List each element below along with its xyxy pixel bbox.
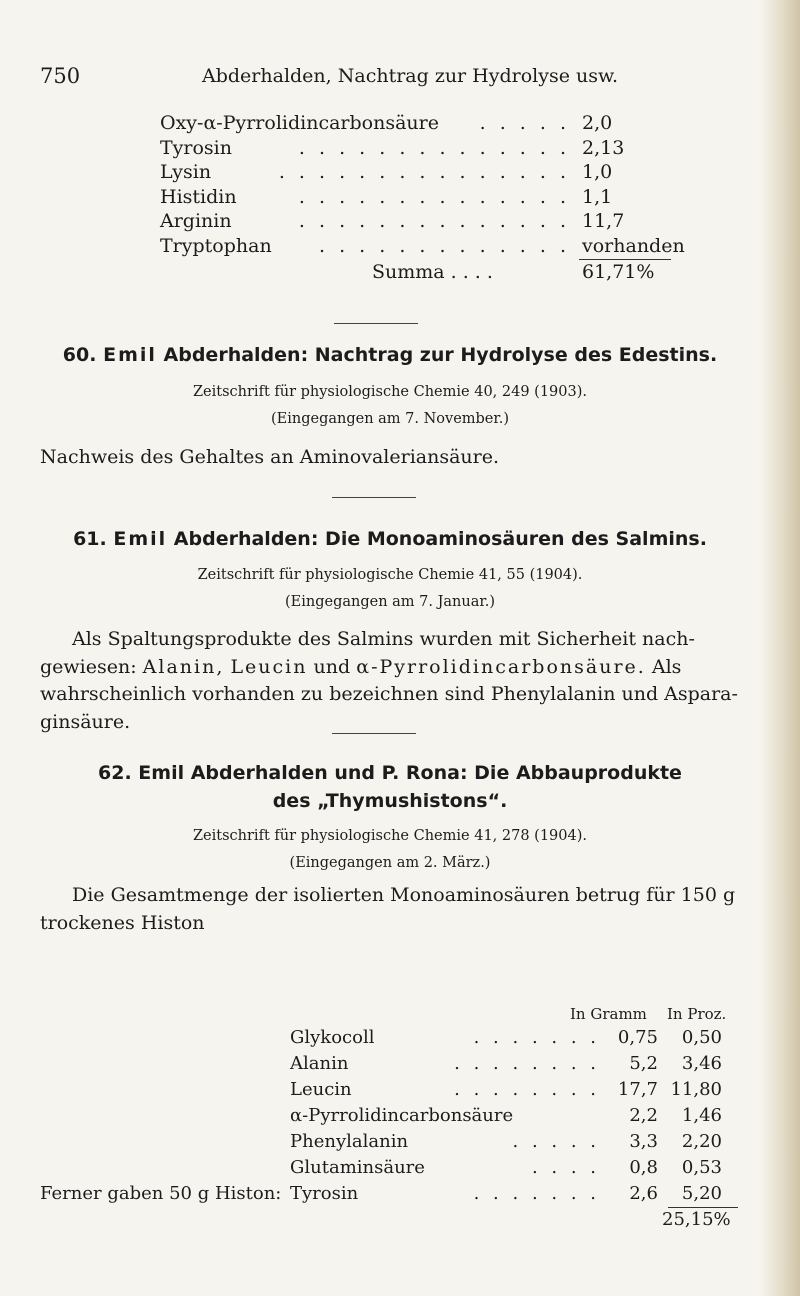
body-text: Als wahrscheinlich vorhanden zu bezeichnen sind Phenylalanin und Aspara-ginsäure.	[40, 655, 738, 733]
cell-name: Glykocoll	[290, 1027, 380, 1048]
list-item	[160, 210, 660, 235]
table-total: 25,15%	[662, 1209, 731, 1230]
section-62-body: Die Gesamtmenge der isolierten Monoaminosäuren betrug für 150 g trockenes Histon	[40, 884, 736, 934]
section-62-title-line2: des „Thymushistons“.	[272, 790, 508, 812]
section-divider	[334, 323, 418, 324]
page-header	[40, 64, 740, 90]
cell-proz: 3,46	[681, 1053, 722, 1074]
leader-dots: . . . . . . . .	[454, 1053, 600, 1074]
item-value: 11,7	[582, 210, 630, 232]
spaced-term: Alanin,	[142, 655, 225, 678]
running-title: Abderhalden, Nachtrag zur Hydrolyse usw.	[202, 65, 619, 87]
author-first-name: Emil	[103, 344, 157, 366]
cell-name: α-Pyrrolidincarbonsäure	[290, 1105, 519, 1126]
amino-acid-summary-list	[160, 112, 685, 284]
cell-proz: 11,80	[670, 1079, 722, 1100]
leader-dots: . . . . . . . . . . . . . . .	[278, 161, 570, 183]
item-label: Tyrosin	[160, 137, 238, 159]
leader-dots: . . . . . . .	[473, 1027, 600, 1048]
table-row	[40, 1131, 760, 1153]
table-row	[40, 1183, 760, 1205]
leader-dots: . . . . . . . .	[454, 1079, 600, 1100]
section-60-title	[40, 344, 740, 366]
item-label: Arginin	[160, 210, 238, 232]
cell-name: Phenylalanin	[290, 1131, 414, 1152]
author-first-name: Emil	[113, 528, 168, 550]
cell-proz: 0,50	[681, 1027, 722, 1048]
leader-dots: . . . . .	[479, 112, 570, 134]
section-number: 60.	[62, 344, 97, 366]
item-value: 1,1	[582, 186, 618, 208]
list-item	[160, 186, 660, 211]
item-label: Oxy-α-Pyrrolidincarbonsäure	[160, 112, 445, 134]
section-61-body	[40, 626, 740, 736]
title-text: Abderhalden: Nachtrag zur Hydrolyse des Edestins.	[163, 344, 718, 366]
cell-gramm: 2,2	[629, 1105, 658, 1126]
sum-divider	[579, 259, 671, 260]
column-header-proz: In Proz.	[667, 1005, 727, 1023]
received-date: (Eingegangen am 7. November.)	[270, 411, 509, 427]
sum-row	[160, 259, 660, 284]
section-number: 61.	[73, 528, 107, 550]
leader-dots: . . . . . . . . . . . . . .	[298, 185, 570, 208]
cell-gramm: 0,75	[617, 1027, 658, 1048]
table-row	[40, 1105, 760, 1127]
list-item	[160, 161, 660, 186]
leader-dots: . . . . . . . . . . . . . .	[298, 210, 570, 232]
cell-proz: 5,20	[681, 1183, 722, 1204]
section-divider	[332, 733, 416, 734]
table-row	[40, 1027, 760, 1049]
row-prefix: Ferner gaben 50 g Histon:	[40, 1183, 282, 1204]
spaced-term: α-Pyrrolidincarbonsäure.	[356, 655, 646, 678]
item-value: 2,0	[582, 112, 618, 134]
citation: Zeitschrift für physiologische Chemie 41, 278 (1904).	[192, 828, 587, 844]
table-row	[40, 1079, 760, 1101]
page-number: 750	[40, 64, 81, 88]
item-label: Histidin	[160, 186, 243, 208]
page-edge-shadow	[760, 0, 800, 1296]
item-value: 1,0	[582, 161, 618, 183]
received-date: (Eingegangen am 2. März.)	[289, 855, 491, 871]
cell-proz: 1,46	[681, 1105, 722, 1126]
leader-dots: . . . . . . . . . . . . . .	[298, 136, 570, 159]
leader-dots: . . . . . . .	[473, 1183, 600, 1204]
leader-dots: . . . . .	[512, 1131, 600, 1152]
list-item	[160, 137, 660, 162]
sum-label: Summa . . . .	[372, 261, 493, 283]
received-date: (Eingegangen am 7. Januar.)	[285, 594, 495, 610]
cell-gramm: 17,7	[617, 1079, 658, 1100]
table-row	[40, 1053, 760, 1075]
cell-name: Leucin	[290, 1079, 358, 1100]
section-61-title	[40, 528, 740, 550]
body-text: und	[313, 655, 351, 678]
cell-gramm: 0,8	[629, 1157, 658, 1178]
cell-proz: 2,20	[681, 1131, 722, 1152]
citation: Zeitschrift für physiologische Chemie 41, 55 (1904).	[197, 567, 583, 583]
table-row	[40, 1157, 760, 1179]
item-label: Tryptophan	[160, 235, 278, 257]
cell-gramm: 5,2	[629, 1053, 658, 1074]
leader-dots: . . . .	[531, 1157, 600, 1178]
section-62-title: 62. Emil Abderhalden und P. Rona: Die Abbauprodukte	[98, 762, 682, 784]
section-60-body: Nachweis des Gehaltes an Aminovaleriansäure.	[40, 446, 500, 468]
sum-value: 61,71%	[582, 261, 655, 283]
item-value: 2,13	[582, 137, 630, 159]
citation: Zeitschrift für physiologische Chemie 40, 249 (1903).	[192, 384, 587, 400]
section-divider	[332, 497, 416, 498]
cell-name: Alanin	[290, 1053, 354, 1074]
cell-name: Tyrosin	[290, 1183, 364, 1204]
list-item	[160, 112, 660, 137]
cell-gramm: 2,6	[629, 1183, 658, 1204]
cell-gramm: 3,3	[629, 1131, 658, 1152]
column-header-gramm: In Gramm	[570, 1005, 647, 1023]
item-value: vorhanden	[582, 235, 691, 257]
list-item	[160, 234, 685, 260]
spaced-term: Leucin	[230, 655, 308, 678]
item-label: Lysin	[160, 161, 217, 183]
cell-name: Glutaminsäure	[290, 1157, 431, 1178]
title-text: Abderhalden: Die Monoaminosäuren des Salmins.	[173, 528, 707, 550]
total-divider	[668, 1207, 738, 1208]
cell-proz: 0,53	[681, 1157, 722, 1178]
leader-dots: . . . . . . . . . . . . .	[319, 234, 570, 257]
body-text: Als Spaltungsprodukte des Salmins wurden mit Sicherheit nach-gewiesen:	[40, 628, 695, 678]
